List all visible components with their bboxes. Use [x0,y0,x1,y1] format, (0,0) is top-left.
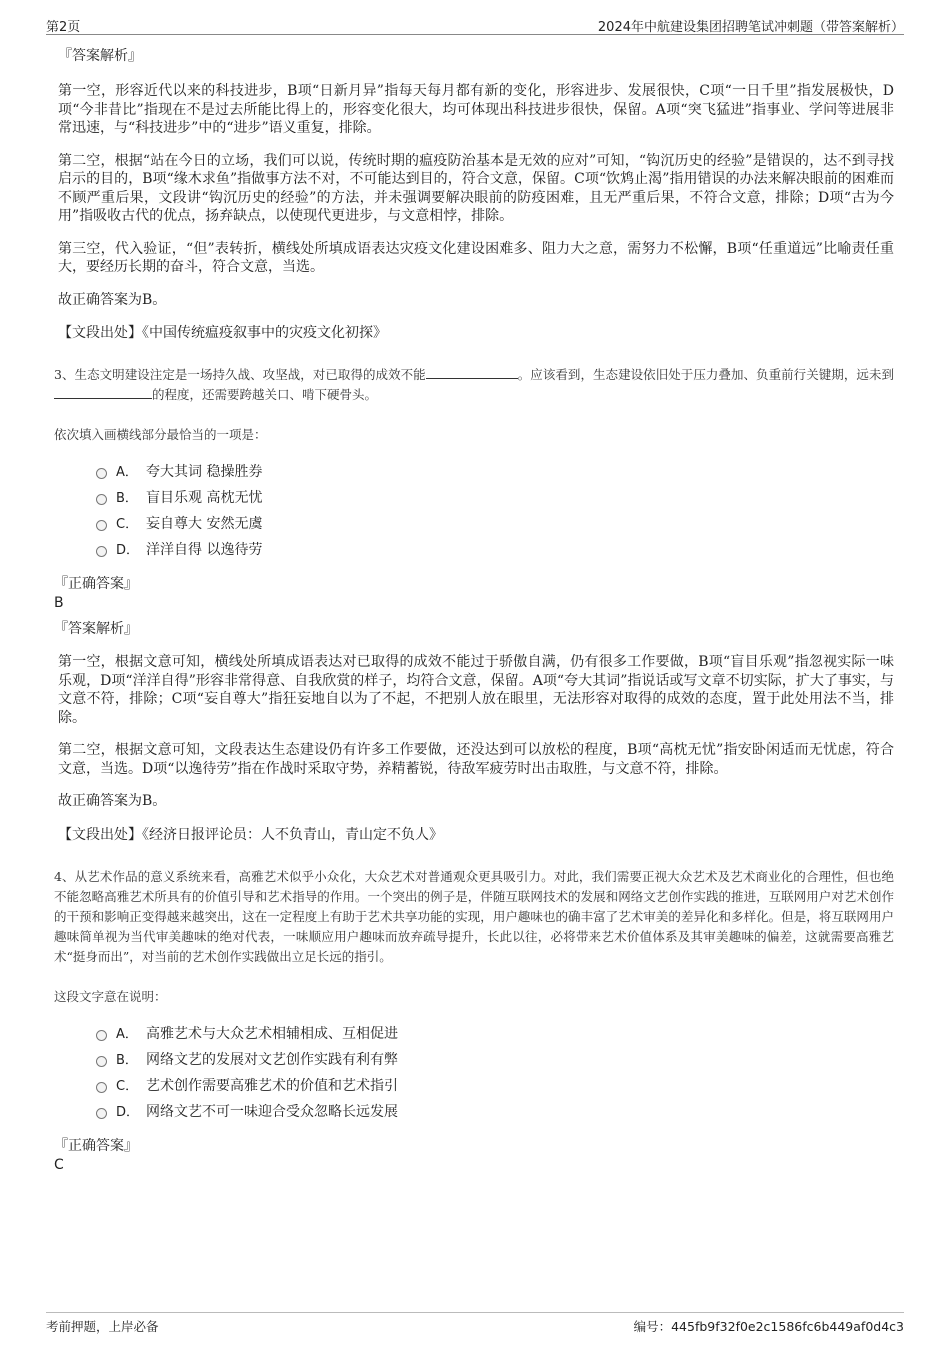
correct-answer-statement: 故正确答案为B。 [58,793,167,809]
fill-blank-2 [54,386,152,399]
option-d[interactable] [96,537,894,563]
document-serial: 编号：445fb9f32f0e2c1586fc6b449af0d4c3 [633,1319,904,1334]
radio-icon[interactable] [96,546,107,557]
answer-analysis-label: 『答案解析』 [54,621,138,637]
answer-analysis-label: 『答案解析』 [58,48,142,64]
question-3-prompt: 依次填入画横线部分最恰当的一项是： [54,427,267,442]
option-b[interactable] [96,1047,894,1073]
page-footer [46,1312,904,1339]
question-4-options [96,1021,894,1125]
page-content [54,46,894,1181]
option-text: 洋洋自得 以逸待劳 [146,542,263,558]
radio-icon[interactable] [96,520,107,531]
correct-answer-label: 『正确答案』 [54,576,138,592]
correct-answer: C [54,1156,64,1173]
radio-icon[interactable] [96,1030,107,1041]
radio-icon[interactable] [96,1108,107,1119]
stem-text: 3、生态文明建设注定是一场持久战、攻坚战，对已取得的成效不能 [54,367,426,382]
question-4-prompt: 这段文字意在说明： [54,988,167,1004]
radio-icon[interactable] [96,468,107,479]
option-a[interactable] [96,459,894,485]
fill-blank-1 [426,366,518,379]
option-text: 网络文艺的发展对文艺创作实践有利有弊 [146,1051,398,1068]
option-b[interactable] [96,485,894,511]
question-3-stem [54,365,894,405]
passage-source: 【文段出处】《中国传统瘟疫叙事中的灾疫文化初探》 [58,325,387,341]
question-4-stem: 4、从艺术作品的意义系统来看，高雅艺术似乎小众化，大众艺术对普通观众更具吸引力。对此，我们需要正视大众艺术及艺术商业化的合理性，但也绝不能忽略高雅艺术所具有的价值引导和艺术指导的作用。一个突出的例子是，伴随互联网技术的发展和网络文艺创作实践的推进，互联网用户对艺术创作的干预和影响正变得越来越突出，这在一定程度上有助于艺术共享功能的实现，用户趣味也的确丰富了艺术审美的差异化和多样化。但是，将互联网用户趣味简单视为当代审美趣味的绝对代表，一味顺应用户趣味而放弃疏导提升，长此以往，必将带来艺术价值体系及其审美趣味的偏差，这就需要高雅艺术“挺身而出”，对当前的艺术创作实践做出立足长远的指引。 [54,868,894,964]
question-3-options [96,459,894,563]
document-title: 2024年中航建设集团招聘笔试冲刺题（带答案解析） [597,20,904,35]
analysis-paragraph: 第一空，根据文意可知，横线处所填成语表达对已取得的成效不能过于骄傲自满，仍有很多工作要做，B项“盲目乐观”指忽视实际一味乐观，D项“洋洋自得”形容非常得意、自我欣赏的样子，均符合文意，保留。A项“夸大其词”指说话或写文章不切实际，扩大了事实，与文意不符，排除；C项“妄自尊大”指狂妄地自以为了不起，不把别人放在眼里，无法形容对取得的成效的态度，置于此处用法不当，排除。 [58,654,894,726]
option-letter: B． [116,491,138,506]
option-text: 盲目乐观 高枕无忧 [146,490,263,506]
option-letter: C． [116,517,139,532]
option-letter: D． [116,1104,140,1120]
option-text: 艺术创作需要高雅艺术的价值和艺术指引 [146,1077,398,1094]
option-letter: D． [116,543,140,558]
option-c[interactable] [96,511,894,537]
correct-answer: B [54,595,64,611]
option-letter: A． [116,465,138,480]
option-text: 夸大其词 稳操胜券 [146,464,263,480]
option-letter: C． [116,1078,139,1094]
option-d[interactable] [96,1099,894,1125]
radio-icon[interactable] [96,494,107,505]
option-text: 妄自尊大 安然无虞 [146,516,263,532]
analysis-paragraph: 第二空，根据“站在今日的立场，我们可以说，传统时期的瘟疫防治基本是无效的应对”可知，“钩沉历史的经验”是错误的，达不到寻找启示的目的，B项“缘木求鱼”指做事方法不对，不可能达到目的，符合文意，保留。C项“饮鸩止渴”指用错误的办法来解决眼前的困难而不顾严重后果，文段讲“钩沉历史的经验”的方法，并未强调要解决眼前的防疫困难，且无严重后果，不符合文意，排除；D项“古为今用”指吸收古代的优点，扬弃缺点，以使现代更进步，与文意相悖，排除。 [58,152,894,224]
page-number: 第2页 [46,20,81,35]
correct-answer-statement: 故正确答案为B。 [58,291,167,308]
option-a[interactable] [96,1021,894,1047]
option-c[interactable] [96,1073,894,1099]
radio-icon[interactable] [96,1056,107,1067]
analysis-paragraph: 第三空，代入验证，“但”表转折，横线处所填成语表达灾疫文化建设困难多、阻力大之意，需努力不松懈，B项“任重道远”比喻责任重大，要经历长期的奋斗，符合文意，当选。 [58,240,894,275]
option-letter: A． [116,1026,138,1042]
stem-text: 。应该看到，生态建设依旧处于压力叠加、负重前行关键期，远未到 [517,367,894,382]
correct-answer-label: 『正确答案』 [54,1137,138,1154]
option-letter: B． [116,1052,138,1068]
option-text: 网络文艺不可一味迎合受众忽略长远发展 [146,1103,398,1120]
radio-icon[interactable] [96,1082,107,1093]
analysis-paragraph: 第一空，形容近代以来的科技进步，B项“日新月异”指每天每月都有新的变化，形容进步、发展很快，C项“一日千里”指发展极快，D项“今非昔比”指现在不是过去所能比得上的，形容变化很大，均可体现出科技进步很快，保留。A项“突飞猛进”指事业、学问等进展非常迅速，与“科技进步”中的“进步”语义重复，排除。 [58,83,894,136]
stem-text: 的程度，还需要跨越关口、啃下硬骨头。 [152,387,378,402]
passage-source: 【文段出处】《经济日报评论员：人不负青山，青山定不负人》 [58,826,443,843]
option-text: 高雅艺术与大众艺术相辅相成、互相促进 [146,1025,398,1042]
analysis-paragraph: 第二空，根据文意可知，文段表达生态建设仍有许多工作要做，还没达到可以放松的程度，B项“高枕无忧”指安卧闲适而无忧虑，符合文意，当选。D项“以逸待劳”指在作战时采取守势，养精蓄锐，待敌军疲劳时出击取胜，与文意不符，排除。 [58,742,894,777]
footer-slogan: 考前押题，上岸必备 [46,1319,159,1334]
page-header [46,14,904,35]
